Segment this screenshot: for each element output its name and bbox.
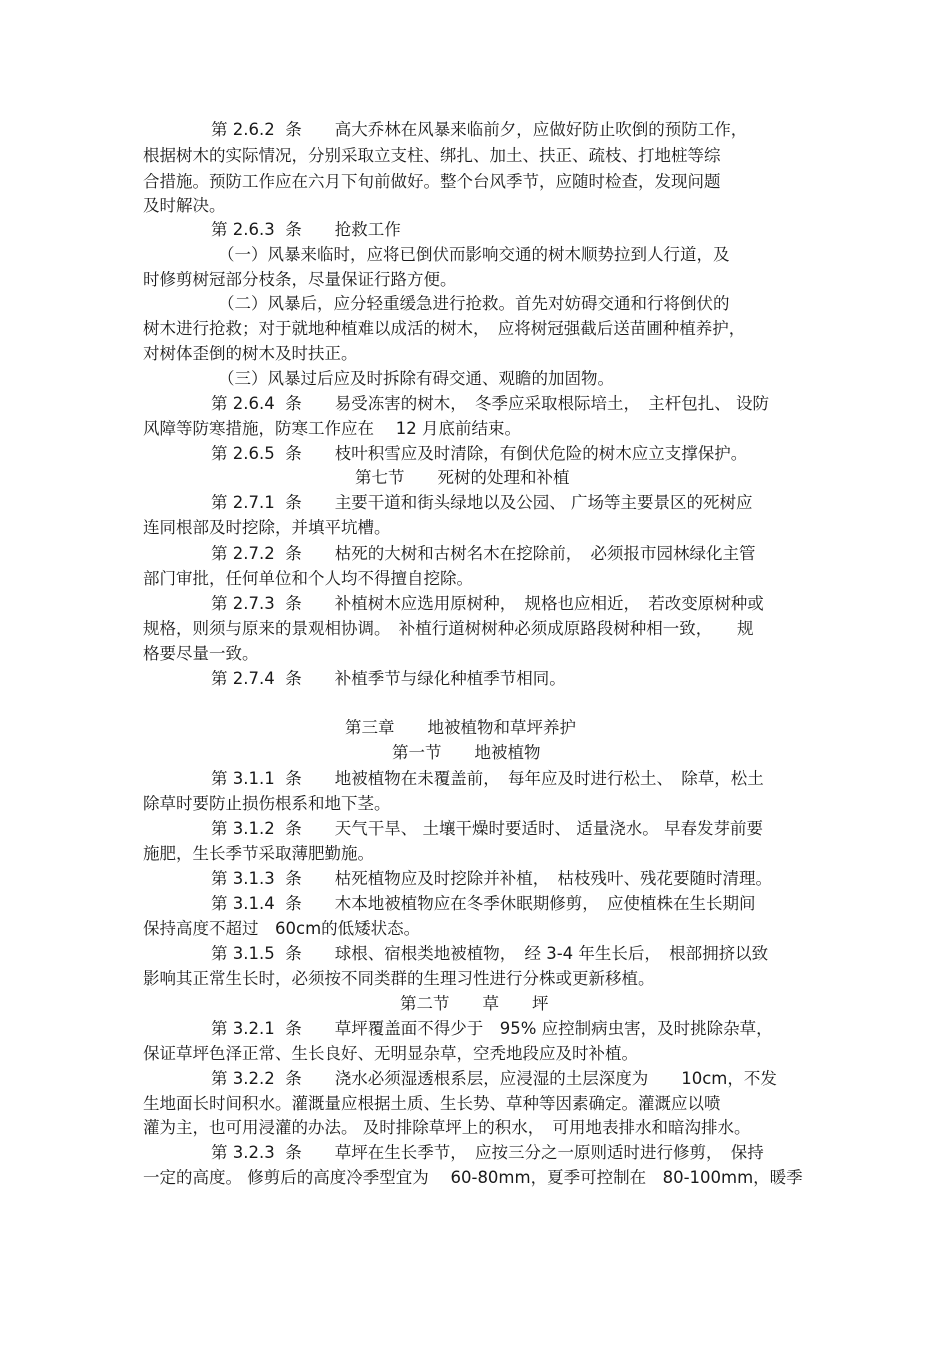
text-line: 根据树木的实际情况，分别采取立支柱、绑扎、加土、扶正、疏枝、打地桩等综 <box>143 146 721 165</box>
text-line: 第 3.1.4 条 木本地被植物应在冬季休眠期修剪， 应使植株在生长期间 <box>211 894 756 913</box>
text-line: 合措施。预防工作应在六月下旬前做好。整个台风季节，应随时检查，发现问题 <box>143 172 721 191</box>
text-line: 格要尽量一致。 <box>143 644 259 663</box>
text-line: 生地面长时间积水。灌溉量应根据土质、生长势、草种等因素确定。灌溉应以喷 <box>143 1094 721 1113</box>
text-line: 第 3.1.5 条 球根、宿根类地被植物， 经 3-4 年生长后， 根部拥挤以致 <box>211 944 769 963</box>
text-line: 时修剪树冠部分枝条，尽量保证行路方便。 <box>143 270 457 289</box>
text-line: 第 3.2.3 条 草坪在生长季节， 应按三分之一原则适时进行修剪， 保持 <box>211 1143 764 1162</box>
text-line: 第 2.6.5 条 枝叶积雪应及时清除，有倒伏危险的树木应立支撑保护。 <box>211 444 748 463</box>
text-line: 第 2.6.4 条 易受冻害的树木， 冬季应采取根际培土， 主杆包扎、 设防 <box>211 394 769 413</box>
text-line: 施肥，生长季节采取薄肥勤施。 <box>143 844 374 863</box>
text-line: 部门审批，任何单位和个人均不得擅自挖除。 <box>143 569 473 588</box>
section-heading: 第七节 死树的处理和补植 <box>355 468 570 487</box>
text-line: 保证草坪色泽正常、生长良好、无明显杂草，空秃地段应及时补植。 <box>143 1044 638 1063</box>
text-line: 一定的高度。 修剪后的高度冷季型宜为 60-80mm，夏季可控制在 80-100mm，暖季 <box>143 1168 803 1187</box>
text-line: 第 3.1.2 条 天气干旱、 土壤干燥时要适时、 适量浇水。 早春发芽前要 <box>211 819 763 838</box>
text-line: 保持高度不超过 60cm的低矮状态。 <box>143 919 421 938</box>
text-line: 第 3.1.3 条 枯死植物应及时挖除并补植， 枯枝残叶、残花要随时清理。 <box>211 869 772 888</box>
text-line: 第 3.2.2 条 浇水必须湿透根系层，应浸湿的土层深度为 10cm，不发 <box>211 1069 777 1088</box>
text-line: （一）风暴来临时，应将已倒伏而影响交通的树木顺势拉到人行道，及 <box>218 245 730 264</box>
chapter-heading: 第三章 地被植物和草坪养护 <box>345 718 576 737</box>
text-line: 第 3.1.1 条 地被植物在未覆盖前， 每年应及时进行松土、 除草，松土 <box>211 769 764 788</box>
text-line: 第 3.2.1 条 草坪覆盖面不得少于 95% 应控制病虫害，及时挑除杂草， <box>211 1019 773 1038</box>
section-heading: 第二节 草 坪 <box>400 994 549 1013</box>
text-line: 树木进行抢救；对于就地种植难以成活的树木， 应将树冠强截后送苗圃种植养护， <box>143 319 746 338</box>
text-line: 第 2.7.4 条 补植季节与绿化种植季节相同。 <box>211 669 566 688</box>
text-line: 第 2.6.3 条 抢救工作 <box>211 220 401 239</box>
text-line: 第 2.6.2 条 高大乔林在风暴来临前夕，应做好防止吹倒的预防工作， <box>211 120 748 139</box>
text-line: 及时解决。 <box>143 196 226 215</box>
text-line: 影响其正常生长时，必须按不同类群的生理习性进行分株或更新移植。 <box>143 969 655 988</box>
text-line: 灌为主，也可用浸灌的办法。 及时排除草坪上的积水， 可用地表排水和暗沟排水。 <box>143 1118 751 1137</box>
text-line: 连同根部及时挖除，并填平坑槽。 <box>143 518 391 537</box>
text-line: 规格，则须与原来的景观相协调。 补植行道树树种必须成原路段树种相一致， 规 <box>143 619 754 638</box>
text-line: 第 2.7.2 条 枯死的大树和古树名木在挖除前， 必须报市园林绿化主管 <box>211 544 756 563</box>
text-line: 对树体歪倒的树木及时扶正。 <box>143 344 358 363</box>
text-line: （二）风暴后，应分轻重缓急进行抢救。首先对妨碍交通和行将倒伏的 <box>218 294 730 313</box>
section-heading: 第一节 地被植物 <box>392 743 541 762</box>
text-line: 第 2.7.3 条 补植树木应选用原树种， 规格也应相近， 若改变原树种或 <box>211 594 764 613</box>
text-line: 第 2.7.1 条 主要干道和街头绿地以及公园、 广场等主要景区的死树应 <box>211 493 753 512</box>
text-line: 风障等防寒措施，防寒工作应在 12 月底前结束。 <box>143 419 521 438</box>
text-line: 除草时要防止损伤根系和地下茎。 <box>143 794 391 813</box>
text-line: （三）风暴过后应及时拆除有碍交通、观瞻的加固物。 <box>218 369 614 388</box>
